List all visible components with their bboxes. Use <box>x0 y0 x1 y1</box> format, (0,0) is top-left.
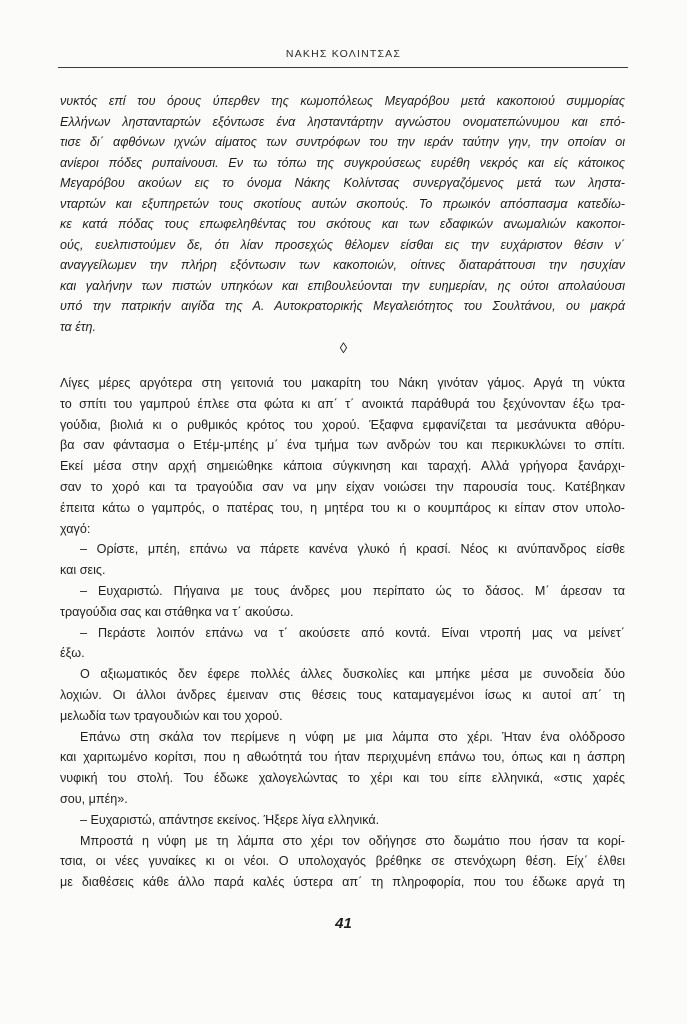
excerpt-line: ούς, ευελπιστούμεν δε, ότι λίαν προσεχώς θέλομεν είσθαι εις την ευχάριστον θέσιν ν΄ <box>60 237 625 252</box>
text-line: – Ευχαριστώ, απάντησε εκείνος. Ήξερε λίγα ελληνικά. <box>80 812 380 827</box>
excerpt-line: τα έτη. <box>60 319 96 334</box>
excerpt-line: ανίεροι πόδες ρυπαίνουσι. Εν τω τόπω της συγκρούσεως ευρέθη νεκρός και είς κάτοικος <box>60 155 625 170</box>
text-line: – Ορίστε, μπέη, επάνω να πάρετε κανένα γλυκό ή κρασί. Νέος κι ανύπανδρος είσθε <box>80 542 625 557</box>
text-line: χαγό: <box>60 521 91 536</box>
text-line: – Περάστε λοιπόν επάνω να τ΄ ακούσετε από κοντά. Είναι ντροπή μας να μείνετ΄ <box>80 625 625 640</box>
text-line: νυφική του στολή. Του έδωκε χαλογελώντας το χέρι και του είπε ελληνικά, «στις χαρές <box>60 771 625 786</box>
text-line: και σεις. <box>60 563 106 578</box>
paragraph <box>60 727 625 810</box>
paragraph <box>60 664 625 726</box>
excerpt-line: νταρτών και εξυπηρετών τους σκοτίους αυτών σκοπούς. Το πρωικόν απόσπασμα κατεδίω- <box>60 196 625 211</box>
running-header: ΝΑΚΗΣ ΚΟΛΙΝΤΣΑΣ <box>285 48 402 60</box>
text-line: Ο αξιωματικός δεν έφερε πολλές άλλες δυσκολίες και μπήκε μέσα με συνοδεία δύο <box>80 667 625 682</box>
text-line: – Ευχαριστώ. Πήγαινα με τους άνδρες μου περίπατο ώς το δάσος. Μ΄ άρεσαν τα <box>80 583 625 598</box>
excerpt-line: νυκτός επί του όρους ύπερθεν της κωμοπόλεως Μεγαρόβου μετά κακοποιού συμμορίας <box>60 94 625 108</box>
text-line: Εκεί μέσα στην αρχή σημειώθηκε κάποια σύγκινηση και ταραχή. Αλλά γρήγορα ξανάρχι- <box>60 459 625 474</box>
text-line: μελωδία των τραγουδιών και του χορού. <box>60 708 283 723</box>
body-text <box>60 373 625 893</box>
text-line: τραγούδια σας και στάθηκα να τ΄ ακούσω. <box>60 604 294 619</box>
italic-excerpt <box>60 91 625 337</box>
paragraph <box>60 831 625 893</box>
paragraph <box>60 810 625 831</box>
text-line: το σπίτι του γαμπρού έπλεε στα φώτα κι απ΄ τ΄ ανοικτά παράθυρά του ξεχύνονταν έξω τρα- <box>60 396 625 411</box>
excerpt-line: υπό την πατρικήν αιγίδα της Α. Αυτοκρατορικής Μεγαλειότητος του Σουλτάνου, ου μακρά <box>60 299 625 313</box>
section-separator-diamond: ◊ <box>339 340 348 357</box>
excerpt-line: Ελλήνων ληστανταρτών εξόντωσε ένα λησταντάρτην αγνώστου ονοματεπώνυμου και επό- <box>60 114 625 129</box>
text-line: Μπροστά η νύφη με τη λάμπα στο χέρι τον οδήγησε στο δωμάτιο που ήσαν τα κορί- <box>80 833 625 848</box>
excerpt-line: αναγγείλωμεν την πλήρη εξόντωσιν των κακοποιών, οίτινες διαταράττουσι την ησυχίαν <box>60 258 625 272</box>
text-line: Επάνω στη σκάλα τον περίμενε η νύφη με μια λάμπα στο χέρι. Ήταν ένα ολόδροσο <box>80 729 625 744</box>
text-line: σαν το χορό και τα τραγούδια σαν να μην είχαν νοιώσει την παρουσία τους. Κατέβηκαν <box>60 479 625 494</box>
text-line: λοχιών. Οι άλλοι άνδρες έμειναν στις θέσεις τους καταμαγεμένοι ίσως κι αυτοί απ΄ τη <box>60 687 625 702</box>
text-line: Λίγες μέρες αργότερα στη γειτονιά του μακαρίτη του Νάκη γινόταν γάμος. Αργά τη νύκτα <box>60 376 625 390</box>
text-line: έξω. <box>60 646 85 661</box>
text-line: και χαριτωμένο κορίτσι, που η αθωότητά του ήταν περιχυμένη επάνω του, όπως και η άσπρη <box>60 750 625 765</box>
page-number: 41 <box>335 915 352 932</box>
excerpt-line: τισε δι΄ αφθόνων ιχνών αίματος των συντρόφων του την ιεράν ταύτην γην, την οποίαν οι <box>60 135 625 149</box>
paragraph <box>60 539 625 581</box>
excerpt-line: και γαλήνην των πιστών υπηκόων και επιβουλεύονται την ευημερίαν, ης ούτοι απολαύουσι <box>60 278 625 293</box>
text-line: τσια, οι νέες γυναίκες κι οι νέοι. Ο υπολοχαγός βρέθηκε σε στενόχωρη θέση. Είχ΄ έλθει <box>60 854 625 869</box>
excerpt-line: Μεγαρόβου ακούων εις το όνομα Νάκης Κολίντσας συνεργαζόμενος μετά των ληστα- <box>60 176 625 190</box>
paragraph <box>60 581 625 623</box>
text-line: με διαθέσεις κάθε άλλο παρά καλές ύστερα απ΄ τη πληροφορία, που του έδωκε αργά τη <box>60 875 625 890</box>
paragraph <box>60 373 625 539</box>
header-rule <box>58 67 628 68</box>
paragraph <box>60 623 625 665</box>
text-line: σου, μπέη». <box>60 791 128 806</box>
text-line: έπειτα κάτω ο γαμπρός, ο πατέρας του, η μητέρα του κι ο κουμπάρος κι είπαν στον υπολο- <box>60 500 625 515</box>
text-line: βα σαν φάντασμα ο Ετέμ-μπέης μ΄ ένα τμήμα των ανδρών του και περικυκλώνει το σπίτι. <box>60 438 625 453</box>
excerpt-line: κε κατά πόδας τους επωφεληθέντας του σκότους και των εδαφικών ανωμαλιών κακοποι- <box>60 217 625 231</box>
text-line: γούδια, βιολιά κι ο ρυθμικός κρότος του χορού. Έξαφνα εμφανίζεται τα μεσάνυκτα αθόρυ- <box>60 417 625 432</box>
